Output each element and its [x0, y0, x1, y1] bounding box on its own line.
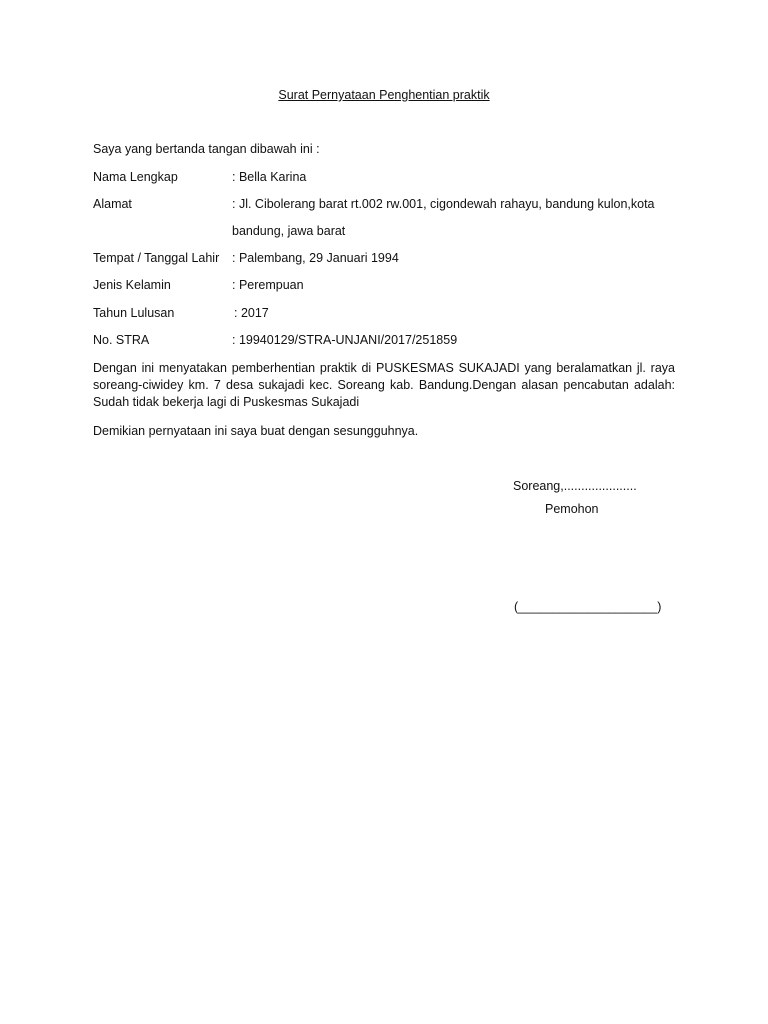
field-label-jenis-kelamin: Jenis Kelamin [93, 278, 171, 292]
closing-text: Demikian pernyataan ini saya buat dengan sesungguhnya. [93, 424, 419, 438]
field-label-alamat: Alamat [93, 197, 132, 211]
statement-paragraph: Dengan ini menyatakan pemberhentian praktik di PUSKESMAS SUKAJADI yang beralamatkan jl. raya soreang-ciwidey km. 7 desa sukajadi kec. Soreang kab. Bandung.Dengan alasan pencabutan adalah: Sudah tidak bekerja lagi di Puskesmas Sukajadi [93, 361, 675, 409]
field-label-ttl: Tempat / Tanggal Lahir [93, 251, 220, 265]
field-value-nama: : Bella Karina [232, 170, 307, 184]
field-value-alamat: : Jl. Cibolerang barat rt.002 rw.001, cigondewah rahayu, bandung kulon,kota [232, 197, 655, 211]
signature-name-line: (____________________) [514, 600, 662, 614]
field-label-tahun-lulusan: Tahun Lulusan [93, 306, 175, 320]
signature-place-date: Soreang,..................... [513, 479, 637, 493]
intro-text: Saya yang bertanda tangan dibawah ini : [93, 142, 320, 156]
field-value-jenis-kelamin: : Perempuan [232, 278, 304, 292]
field-label-no-stra: No. STRA [93, 333, 150, 347]
field-label-nama: Nama Lengkap [93, 170, 178, 184]
signature-role: Pemohon [545, 502, 599, 516]
document-title: Surat Pernyataan Penghentian praktik [278, 88, 490, 102]
field-value-alamat-continuation: bandung, jawa barat [232, 224, 346, 238]
field-value-no-stra: : 19940129/STRA-UNJANI/2017/251859 [232, 333, 458, 347]
field-value-tahun-lulusan: : 2017 [234, 306, 269, 320]
field-value-ttl: : Palembang, 29 Januari 1994 [232, 251, 399, 265]
